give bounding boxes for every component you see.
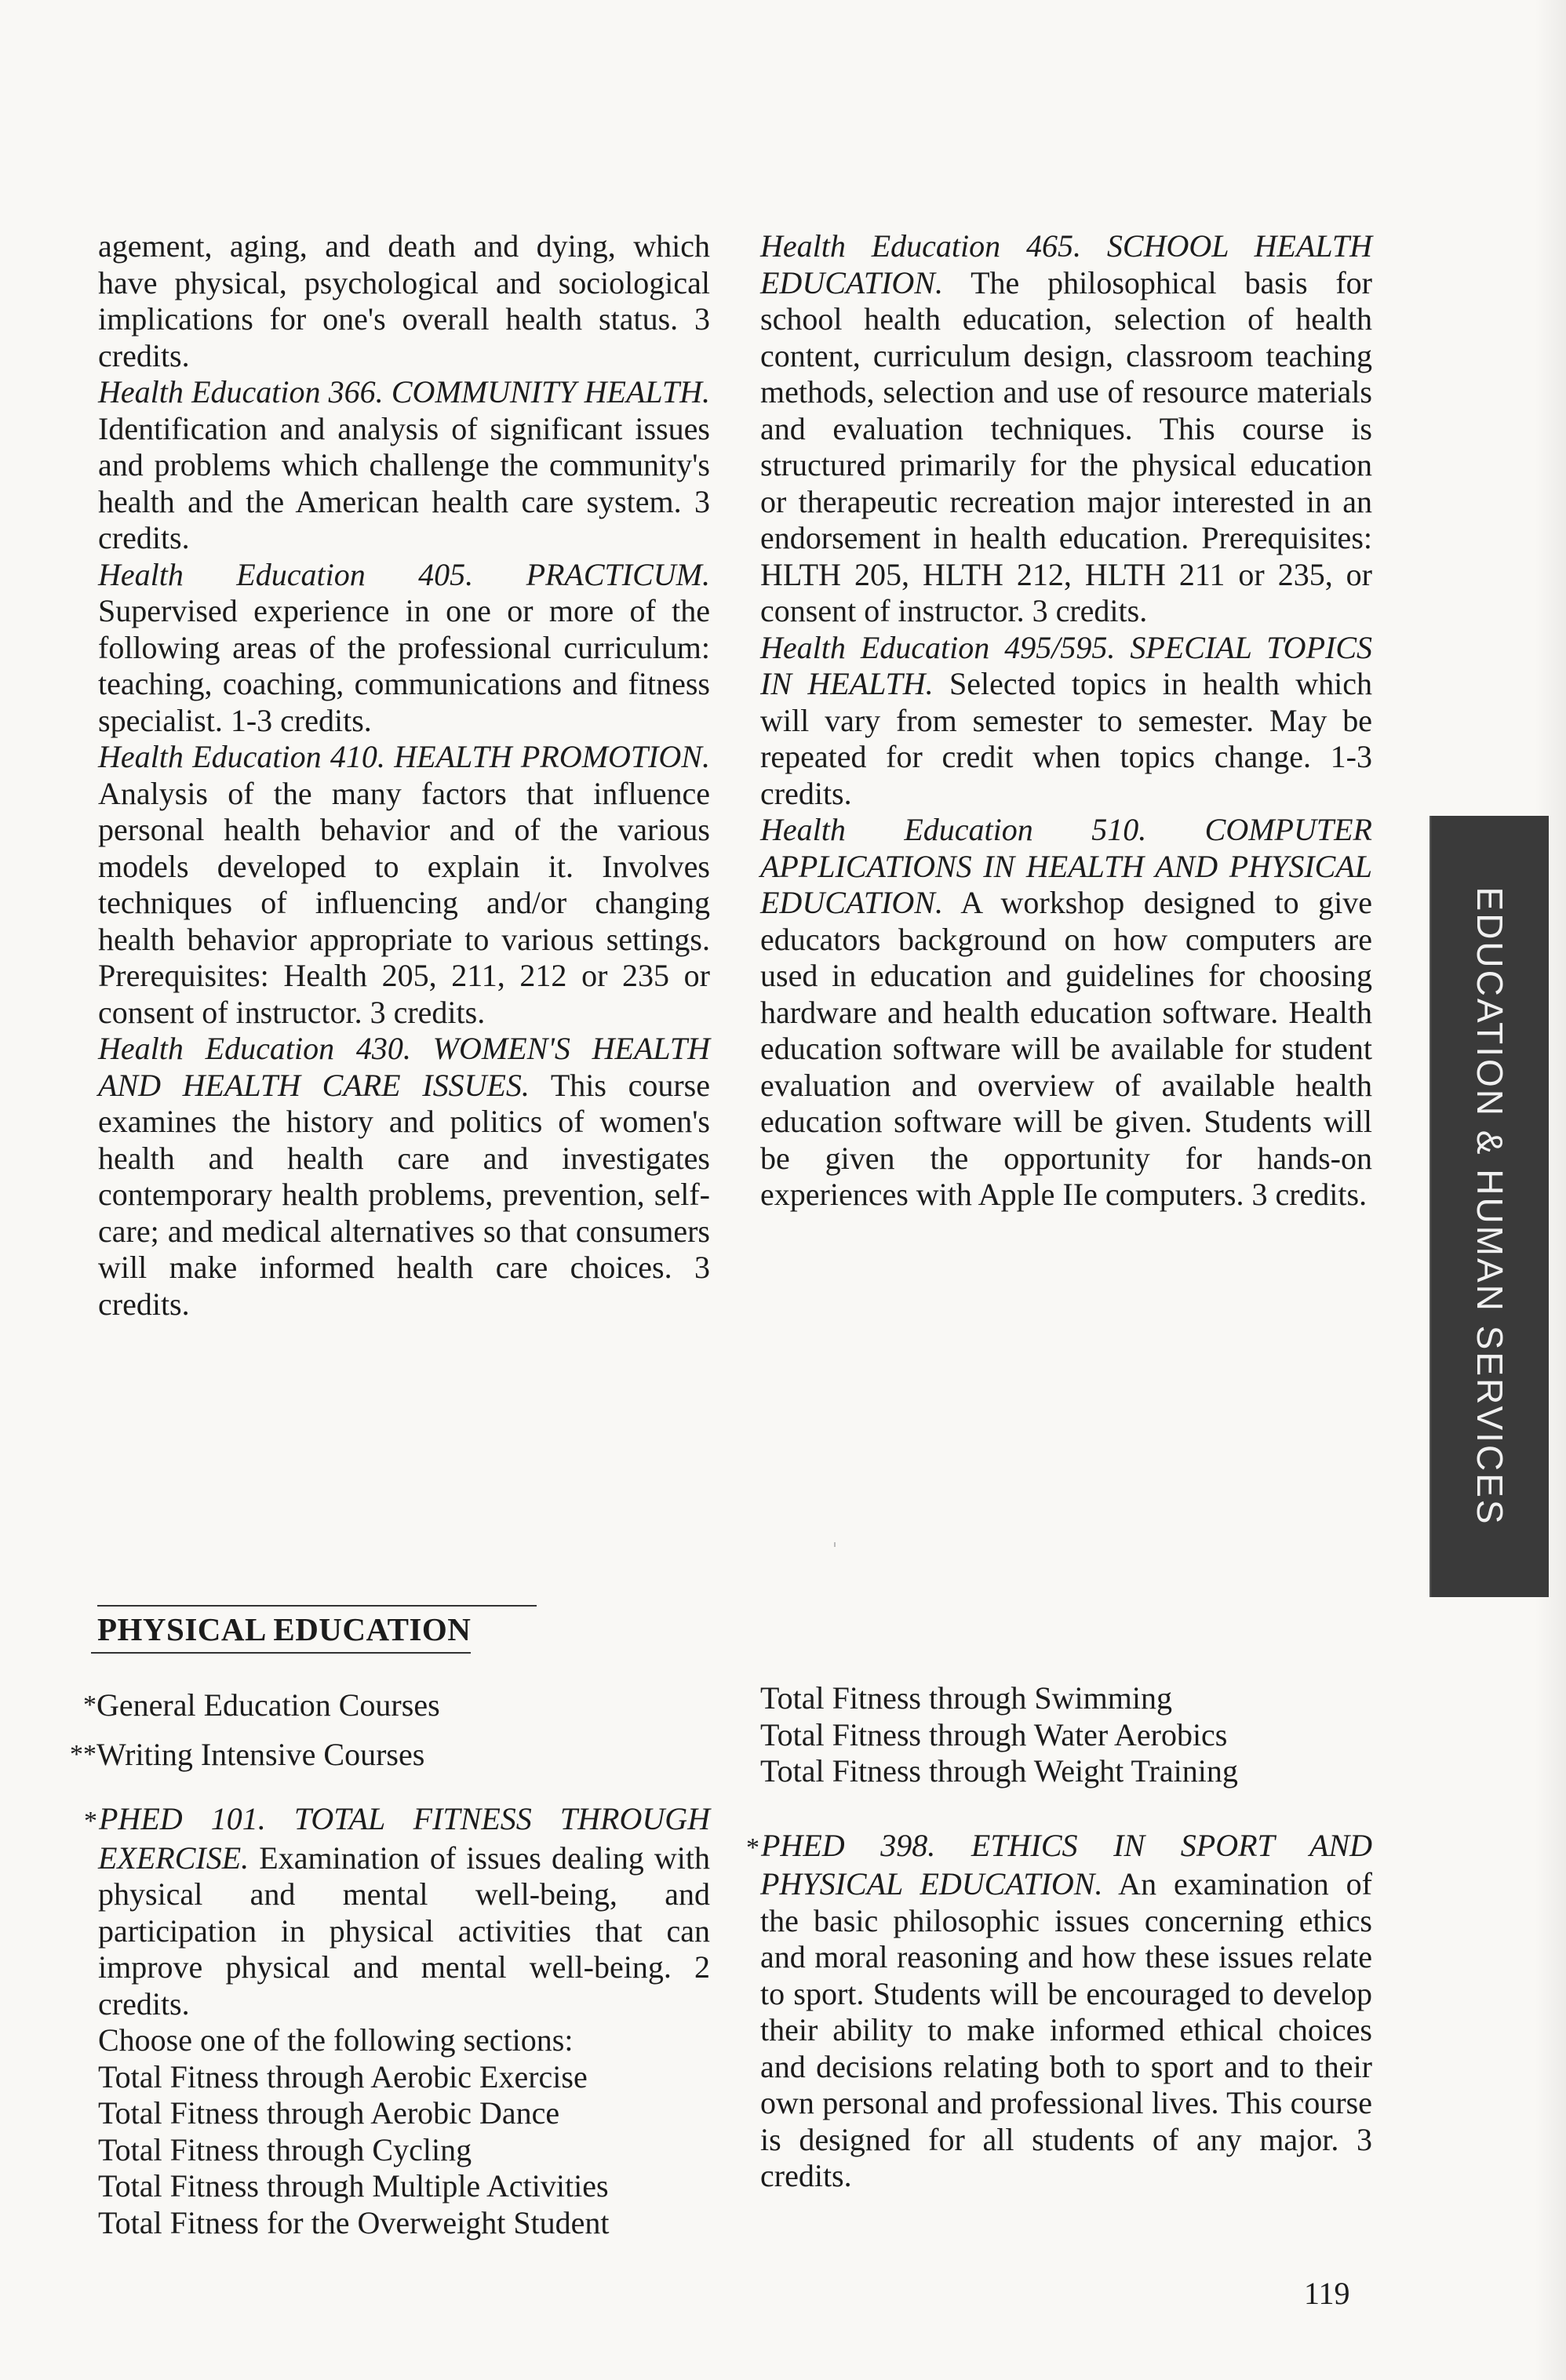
course-description: This course examines the history and politics of women's health and health care and investigates contemporary health problems, prevention, self-care; and medical alternatives so that consumers will make informed health care choices. 3 credits.	[98, 1067, 710, 1322]
legend-writing-intensive	[53, 1730, 710, 1779]
legend-label: General Education Courses	[97, 1687, 440, 1723]
course-description: Selected topics in health which will vary from semester to semester. May be repeated for credit when topics change. 1-3 credits.	[760, 666, 1372, 811]
course-title: Health Education 430. WOMEN'S HEALTH AND HEALTH CARE ISSUES.	[98, 1031, 710, 1103]
course-description: Examination of issues dealing with physical and mental well-being, and participation in physical activities that can improve physical and mental well-being. 2 credits.	[98, 1840, 710, 2022]
course-continuation	[98, 228, 710, 374]
course-description: The philosophical basis for school health education, selection of health content, curriculum design, classroom teaching methods, selection and use of resource materials and evaluation techniques. This course is structured primarily for the physical education or therapeutic recreation major interested in an endorsement in health education. Prerequisites: HLTH 205, HLTH 212, HLTH 211 or 235, or consent of instructor. 3 credits.	[760, 264, 1372, 628]
gen-ed-marker: *	[746, 1832, 759, 1862]
page-number: 119	[1304, 2276, 1350, 2311]
course-description: Analysis of the many factors that influence personal health behavior and of the various models developed to explain it. Involves techniques of influencing and/or changing health behavior appropriate to various settings. Prerequisites: Health 205, 211, 212 or 235 or consent of instructor. 3 credits.	[98, 775, 710, 1030]
pe-column-left	[70, 1680, 710, 2241]
course-title: Health Education 465. SCHOOL HEALTH EDUCATION.	[760, 228, 1372, 300]
course-title: Health Education 510. COMPUTER APPLICATIONS IN HEALTH AND PHYSICAL EDUCATION.	[760, 812, 1372, 920]
section-heading: PHYSICAL EDUCATION	[91, 1607, 471, 1654]
course-title: PHED 398. ETHICS IN SPORT AND PHYSICAL EDUCATION.	[760, 1827, 1372, 1901]
section-side-tab	[1429, 816, 1549, 1597]
course-entry-phed-101	[84, 1801, 710, 2022]
health-column-right	[760, 228, 1372, 1214]
section-options-list	[98, 2022, 710, 2241]
legend-marker: *	[83, 1690, 97, 1719]
section-options-intro: Choose one of the following sections:	[98, 2022, 574, 2058]
section-option: Total Fitness for the Overweight Student	[98, 2204, 610, 2240]
section-option: Total Fitness through Water Aerobics	[760, 1716, 1228, 1752]
section-option: Total Fitness through Weight Training	[760, 1753, 1238, 1789]
section-option: Total Fitness through Aerobic Exercise	[98, 2058, 588, 2094]
section-option: Total Fitness through Multiple Activities	[98, 2168, 609, 2204]
course-entry-phed-398	[746, 1827, 1372, 2195]
legend-label: Writing Intensive Courses	[97, 1737, 425, 1772]
course-entry-hlth-430	[98, 1031, 710, 1323]
course-description: Supervised experience in one or more of the following areas of the professional curriculum: teaching, coaching, communications and fitness specialist. 1-3 credits.	[98, 593, 710, 738]
gen-ed-marker: *	[84, 1807, 97, 1836]
side-tab-label: EDUCATION & HUMAN SERVICES	[1469, 886, 1510, 1527]
course-description: A workshop designed to give educators background on how computers are used in education and guidelines for choosing hardware and health education software. Health education software will be available for student evaluation and overview of available health education software will be given. Students will be given the opportunity for hands-on experiences with Apple IIe computers. 3 credits.	[760, 885, 1372, 1212]
course-title: PHED 101. TOTAL FITNESS THROUGH EXERCISE.	[98, 1801, 710, 1876]
course-entry-hlth-495	[760, 630, 1372, 813]
course-entry-hlth-405	[98, 557, 710, 740]
course-title: Health Education 405. PRACTICUM.	[98, 556, 710, 592]
pe-column-right	[746, 1680, 1372, 2195]
course-entry-hlth-510	[760, 812, 1372, 1214]
course-entry-hlth-366	[98, 374, 710, 557]
print-speck	[834, 1542, 836, 1547]
section-option: Total Fitness through Aerobic Dance	[98, 2095, 560, 2131]
legend-marker: **	[70, 1740, 97, 1769]
course-title: Health Education 495/595. SPECIAL TOPICS IN HEALTH.	[760, 629, 1372, 701]
legend-general-education	[53, 1680, 710, 1730]
course-description: Identification and analysis of significant issues and problems which challenge the community's health and the American health care system. 3 credits.	[98, 410, 710, 555]
course-entry-hlth-465	[760, 228, 1372, 630]
course-title: Health Education 366. COMMUNITY HEALTH.	[98, 374, 710, 409]
section-option: Total Fitness through Cycling	[98, 2131, 472, 2167]
health-column-left	[98, 228, 710, 1323]
course-entry-hlth-410	[98, 739, 710, 1031]
section-option: Total Fitness through Swimming	[760, 1680, 1172, 1716]
section-options-list-continued	[760, 1680, 1372, 1790]
course-description: An examination of the basic philosophic issues concerning ethics and moral reasoning and how these issues relate to sport. Students will be encouraged to develop their ability to make informed ethical choices and decisions relating both to sport and to their own personal and professional lives. This course is designed for all students of any major. 3 credits.	[760, 1866, 1372, 2193]
course-title: Health Education 410. HEALTH PROMOTION.	[98, 739, 710, 774]
section-heading-block	[91, 1605, 538, 1654]
course-description: agement, aging, and death and dying, which have physical, psychological and sociological implications for one's overall health status. 3 credits.	[98, 228, 710, 373]
